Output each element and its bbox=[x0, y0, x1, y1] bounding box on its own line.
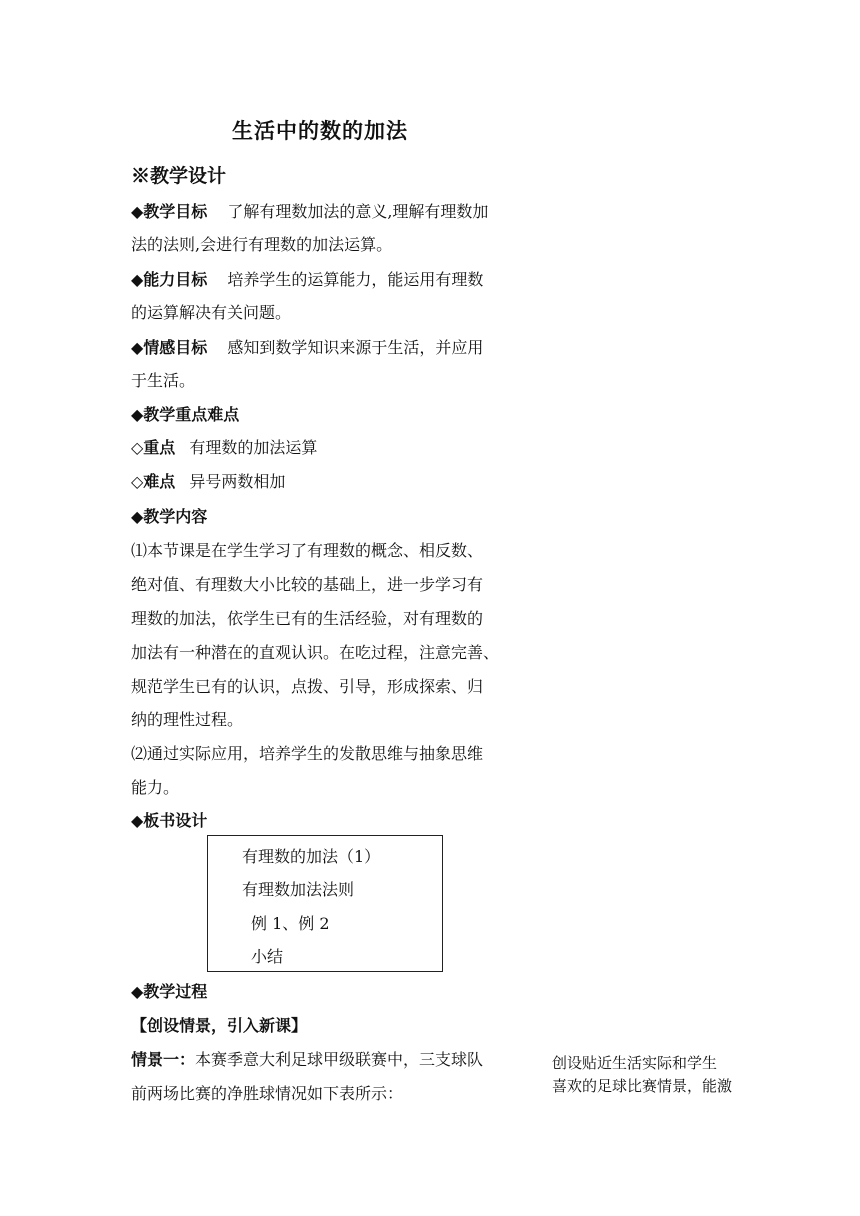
scene-text2: 前两场比赛的净胜球情况如下表所示： bbox=[131, 1084, 404, 1103]
process-heading: ◆教学过程 bbox=[131, 982, 208, 1001]
section-heading: ※教学设计 bbox=[131, 165, 227, 187]
scene-label: 情景一： bbox=[131, 1050, 196, 1069]
teaching-goal-label: ◆教学目标 bbox=[131, 202, 208, 221]
side-note-line: 创设贴近生活实际和学生 bbox=[552, 1054, 718, 1072]
content-line: ⑵通过实际应用，培养学生的发散思维与抽象思维 bbox=[131, 744, 484, 763]
difficult-point-label: ◇难点 bbox=[131, 472, 176, 491]
emotion-goal-text1: 感知到数学知识来源于生活，并应用 bbox=[227, 338, 484, 357]
board-line: 有理数加法法则 bbox=[242, 880, 355, 899]
scene-line1 bbox=[131, 1050, 483, 1070]
content-line: 理数的加法，依学生已有的生活经验，对有理数的 bbox=[131, 609, 484, 628]
difficult-point-line bbox=[131, 472, 285, 492]
board-line: 有理数的加法（1） bbox=[242, 847, 381, 866]
key-point-label: ◇重点 bbox=[131, 438, 176, 457]
content-line: 绝对值、有理数大小比较的基础上，进一步学习有 bbox=[131, 575, 484, 594]
emotion-goal-line1 bbox=[131, 338, 483, 358]
teaching-goal-text2: 法的法则,会进行有理数的加法运算。 bbox=[131, 235, 393, 254]
emotion-goal-text2: 于生活。 bbox=[131, 371, 196, 390]
scene-text1: 本赛季意大利足球甲级联赛中，三支球队 bbox=[195, 1050, 484, 1069]
content-line: ⑴本节课是在学生学习了有理数的概念、相反数、 bbox=[131, 541, 484, 560]
content-line: 能力。 bbox=[131, 778, 180, 797]
ability-goal-text2: 的运算解决有关问题。 bbox=[131, 303, 292, 322]
emotion-goal-label: ◆情感目标 bbox=[131, 338, 208, 357]
board-line: 小结 bbox=[251, 947, 284, 966]
ability-goal-text1: 培养学生的运算能力，能运用有理数 bbox=[227, 270, 484, 289]
teaching-goal-text1: 了解有理数加法的意义,理解有理数加 bbox=[227, 202, 489, 221]
board-design-box bbox=[207, 835, 443, 972]
key-point-text: 有理数的加法运算 bbox=[189, 438, 318, 457]
board-heading: ◆板书设计 bbox=[131, 811, 208, 830]
ability-goal-label: ◆能力目标 bbox=[131, 270, 208, 289]
ability-goal-line1 bbox=[131, 270, 483, 290]
board-line: 例 1、例 2 bbox=[251, 914, 330, 933]
key-point-line bbox=[131, 438, 317, 458]
content-heading: ◆教学内容 bbox=[131, 507, 208, 526]
key-difficult-heading: ◆教学重点难点 bbox=[131, 405, 240, 424]
process-subheading: 【创设情景，引入新课】 bbox=[131, 1016, 308, 1035]
content-line: 规范学生已有的认识，点拨、引导，形成探索、归 bbox=[131, 677, 484, 696]
document-title: 生活中的数的加法 bbox=[232, 118, 408, 143]
teaching-goal-line1 bbox=[131, 202, 488, 222]
content-line: 加法有一种潜在的直观认识。在吃过程，注意完善、 bbox=[131, 643, 500, 662]
difficult-point-text: 异号两数相加 bbox=[189, 472, 286, 491]
side-note-line: 喜欢的足球比赛情景，能激 bbox=[552, 1077, 733, 1095]
content-line: 纳的理性过程。 bbox=[131, 710, 244, 729]
